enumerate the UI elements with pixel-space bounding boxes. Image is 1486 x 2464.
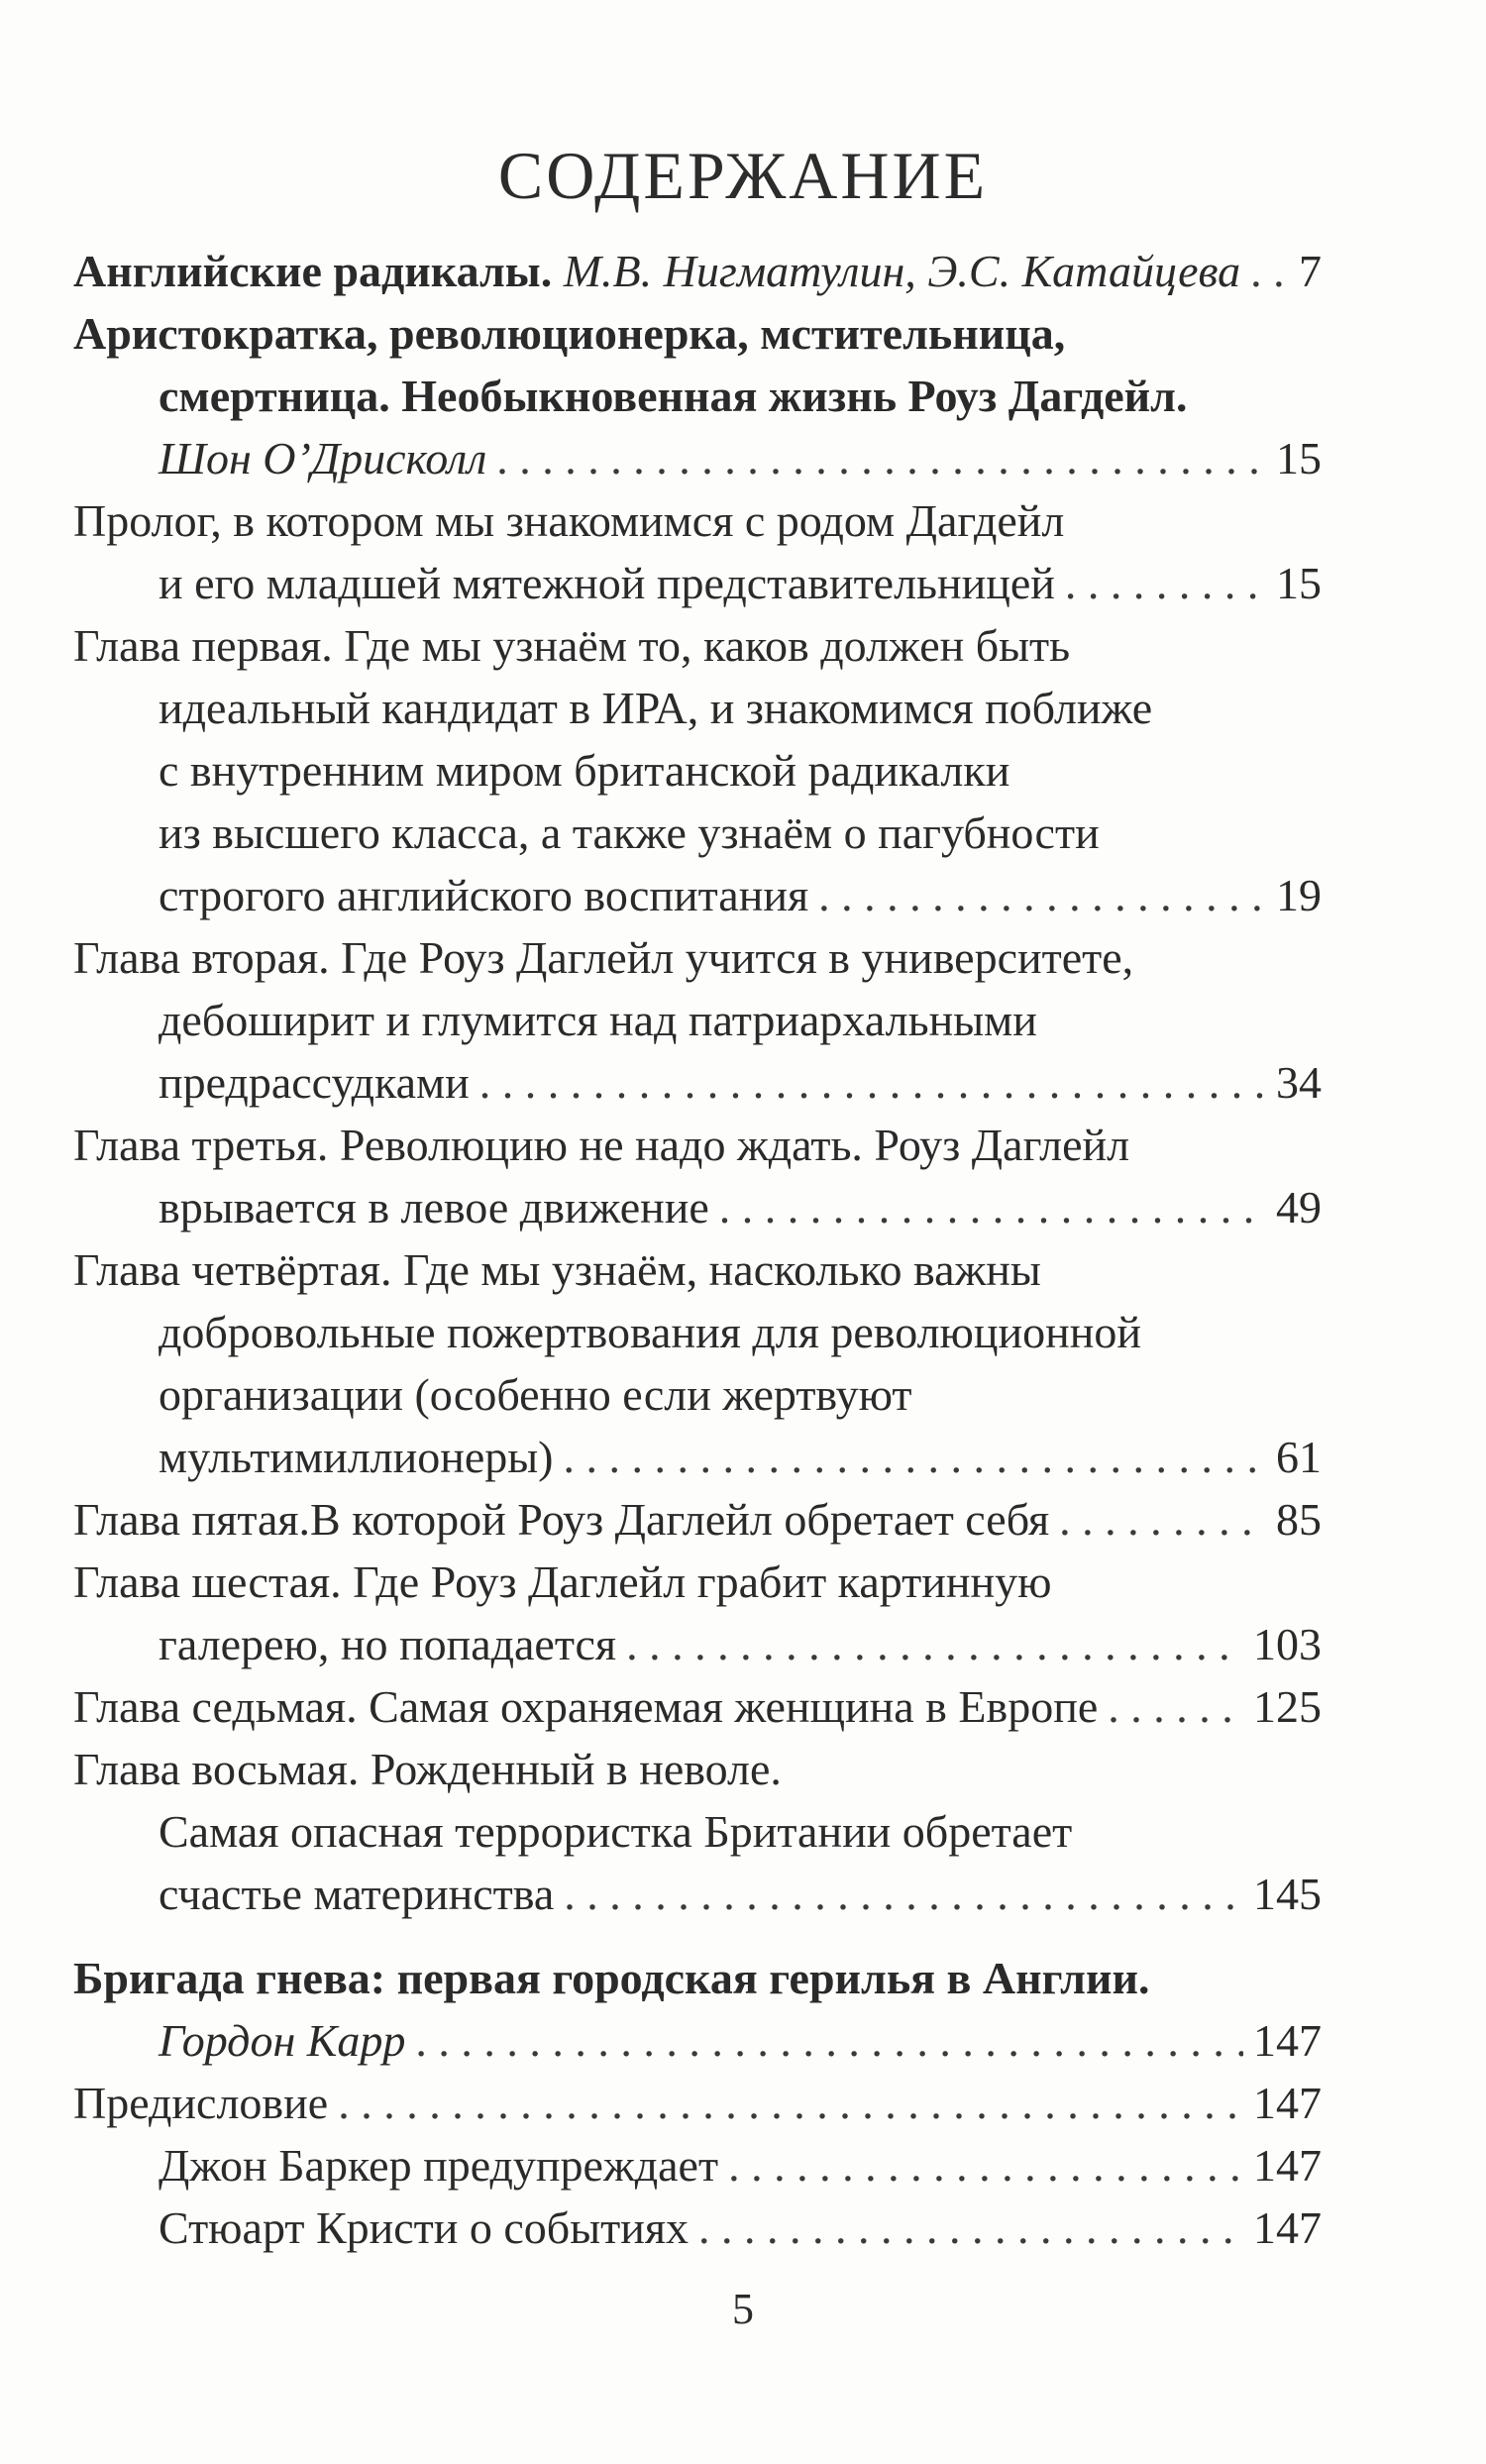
- toc-page-number: 145: [1253, 1869, 1322, 1919]
- page-number: 5: [732, 2285, 754, 2333]
- toc-entry-line: Глава восьмая. Рожденный в неволе.: [73, 1744, 782, 1794]
- toc-entry-line: галерею, но попадается: [159, 1619, 617, 1669]
- toc-entry-line: Глава вторая. Где Роуз Даглейл учится в университете,: [73, 932, 1134, 983]
- toc-entry-line: Глава пятая.В которой Роуз Даглейл обретает себя: [73, 1494, 1050, 1545]
- toc-entry: [73, 2009, 1322, 2072]
- dot-leader: [719, 1176, 1266, 1238]
- page-title: СОДЕРЖАНИЕ: [497, 138, 989, 213]
- toc-entry-author: М.В. Нигматулин, Э.С. Катайцева: [563, 246, 1241, 296]
- toc-page-number: 49: [1276, 1182, 1322, 1232]
- dot-leader: [818, 864, 1266, 926]
- toc-page-number: 147: [1253, 2202, 1322, 2253]
- toc-entry-line: с внутренним миром британской радикалки: [159, 745, 1010, 796]
- toc-entry-line: дебоширит и глумится над патриархальными: [159, 995, 1037, 1045]
- toc-entry-line: Пролог, в котором мы знакомимся с родом Дагдейл: [73, 495, 1065, 546]
- toc-page-number: 85: [1276, 1494, 1322, 1545]
- toc-entry-line: Глава четвёртая. Где мы узнаём, насколько важны: [73, 1244, 1041, 1295]
- toc-page-number: 125: [1253, 1681, 1322, 1732]
- toc-entry-line: смертница. Необыкновенная жизнь Роуз Дагдейл.: [159, 371, 1188, 421]
- toc-page-number: 15: [1276, 558, 1322, 608]
- dot-leader: [496, 427, 1266, 489]
- toc-entry-line: мультимиллионеры): [159, 1432, 554, 1482]
- toc-entry-line: идеальный кандидат в ИРА, и знакомимся поближе: [159, 683, 1153, 733]
- toc-entry-line: Стюарт Кристи о событиях: [159, 2202, 689, 2253]
- toc-entry-author: Гордон Карр: [159, 2015, 406, 2066]
- toc-page-number: 34: [1276, 1057, 1322, 1108]
- toc-entry: [73, 552, 1322, 614]
- toc-page-number: 147: [1253, 2078, 1322, 2128]
- dot-leader: [564, 1426, 1266, 1488]
- toc-entry: [73, 2134, 1322, 2196]
- toc-entry: [73, 1051, 1322, 1114]
- toc-entry-line: Предисловие: [73, 2078, 329, 2128]
- toc-entry-line: из высшего класса, а также узнаём о пагубности: [159, 807, 1100, 858]
- toc-page-number: 61: [1276, 1432, 1322, 1482]
- toc-entry-line: Самая опасная террористка Британии обретает: [159, 1806, 1073, 1857]
- toc-entry: [73, 2072, 1322, 2134]
- toc-entry-line: Глава первая. Где мы узнаём то, каков должен быть: [73, 620, 1071, 671]
- toc-entry-line: счастье материнства: [159, 1869, 555, 1919]
- toc-entry-line: и его младшей мятежной представительницей: [159, 558, 1055, 608]
- dot-leader: [415, 2009, 1243, 2072]
- dot-leader: [1065, 552, 1266, 614]
- dot-leader: [1250, 240, 1289, 302]
- dot-leader: [728, 2134, 1243, 2196]
- table-of-contents: [73, 240, 1322, 2259]
- toc-entry-title: Английские радикалы.: [73, 246, 553, 296]
- toc-entry-line: Глава шестая. Где Роуз Даглейл грабит картинную: [73, 1556, 1052, 1607]
- toc-entry-author: Шон О’Дрисколл: [159, 433, 487, 483]
- toc-page-number: 147: [1253, 2015, 1322, 2066]
- dot-leader: [338, 2072, 1243, 2134]
- dot-leader: [564, 1863, 1243, 1925]
- toc-entry: [73, 1675, 1322, 1738]
- toc-page-number: 7: [1299, 246, 1322, 296]
- toc-entry-line: предрассудками: [159, 1057, 470, 1108]
- toc-entry-line: организации (особенно если жертвуют: [159, 1369, 912, 1420]
- toc-entry: [73, 2196, 1322, 2259]
- toc-entry: [73, 240, 1322, 302]
- toc-entry: [73, 427, 1322, 489]
- toc-entry-line: Бригада гнева: первая городская герилья в Англии.: [73, 1953, 1150, 2003]
- toc-page-number: 19: [1276, 870, 1322, 920]
- toc-page-number: 103: [1253, 1619, 1322, 1669]
- toc-entry: [73, 864, 1322, 926]
- toc-page-number: 15: [1276, 433, 1322, 483]
- toc-entry: [73, 1863, 1322, 1925]
- toc-entry-line: Глава третья. Революцию не надо ждать. Роуз Даглейл: [73, 1120, 1130, 1170]
- toc-entry-line: Джон Баркер предупреждает: [159, 2140, 719, 2191]
- toc-entry-line: врывается в левое движение: [159, 1182, 709, 1232]
- dot-leader: [479, 1051, 1266, 1114]
- toc-entry: [73, 1613, 1322, 1675]
- toc-entry-line: Аристократка, революционерка, мстительница,: [73, 308, 1066, 359]
- dot-leader: [1108, 1675, 1243, 1738]
- toc-entry-line: строгого английского воспитания: [159, 870, 809, 920]
- toc-entry-line: Глава седьмая. Самая охраняемая женщина в Европе: [73, 1681, 1099, 1732]
- toc-entry: [73, 1426, 1322, 1488]
- toc-entry: [73, 1176, 1322, 1238]
- toc-page-number: 147: [1253, 2140, 1322, 2191]
- dot-leader: [626, 1613, 1243, 1675]
- dot-leader: [1059, 1488, 1266, 1551]
- dot-leader: [698, 2196, 1243, 2259]
- toc-entry: [73, 1488, 1322, 1551]
- toc-entry-line: добровольные пожертвования для революционной: [159, 1307, 1142, 1357]
